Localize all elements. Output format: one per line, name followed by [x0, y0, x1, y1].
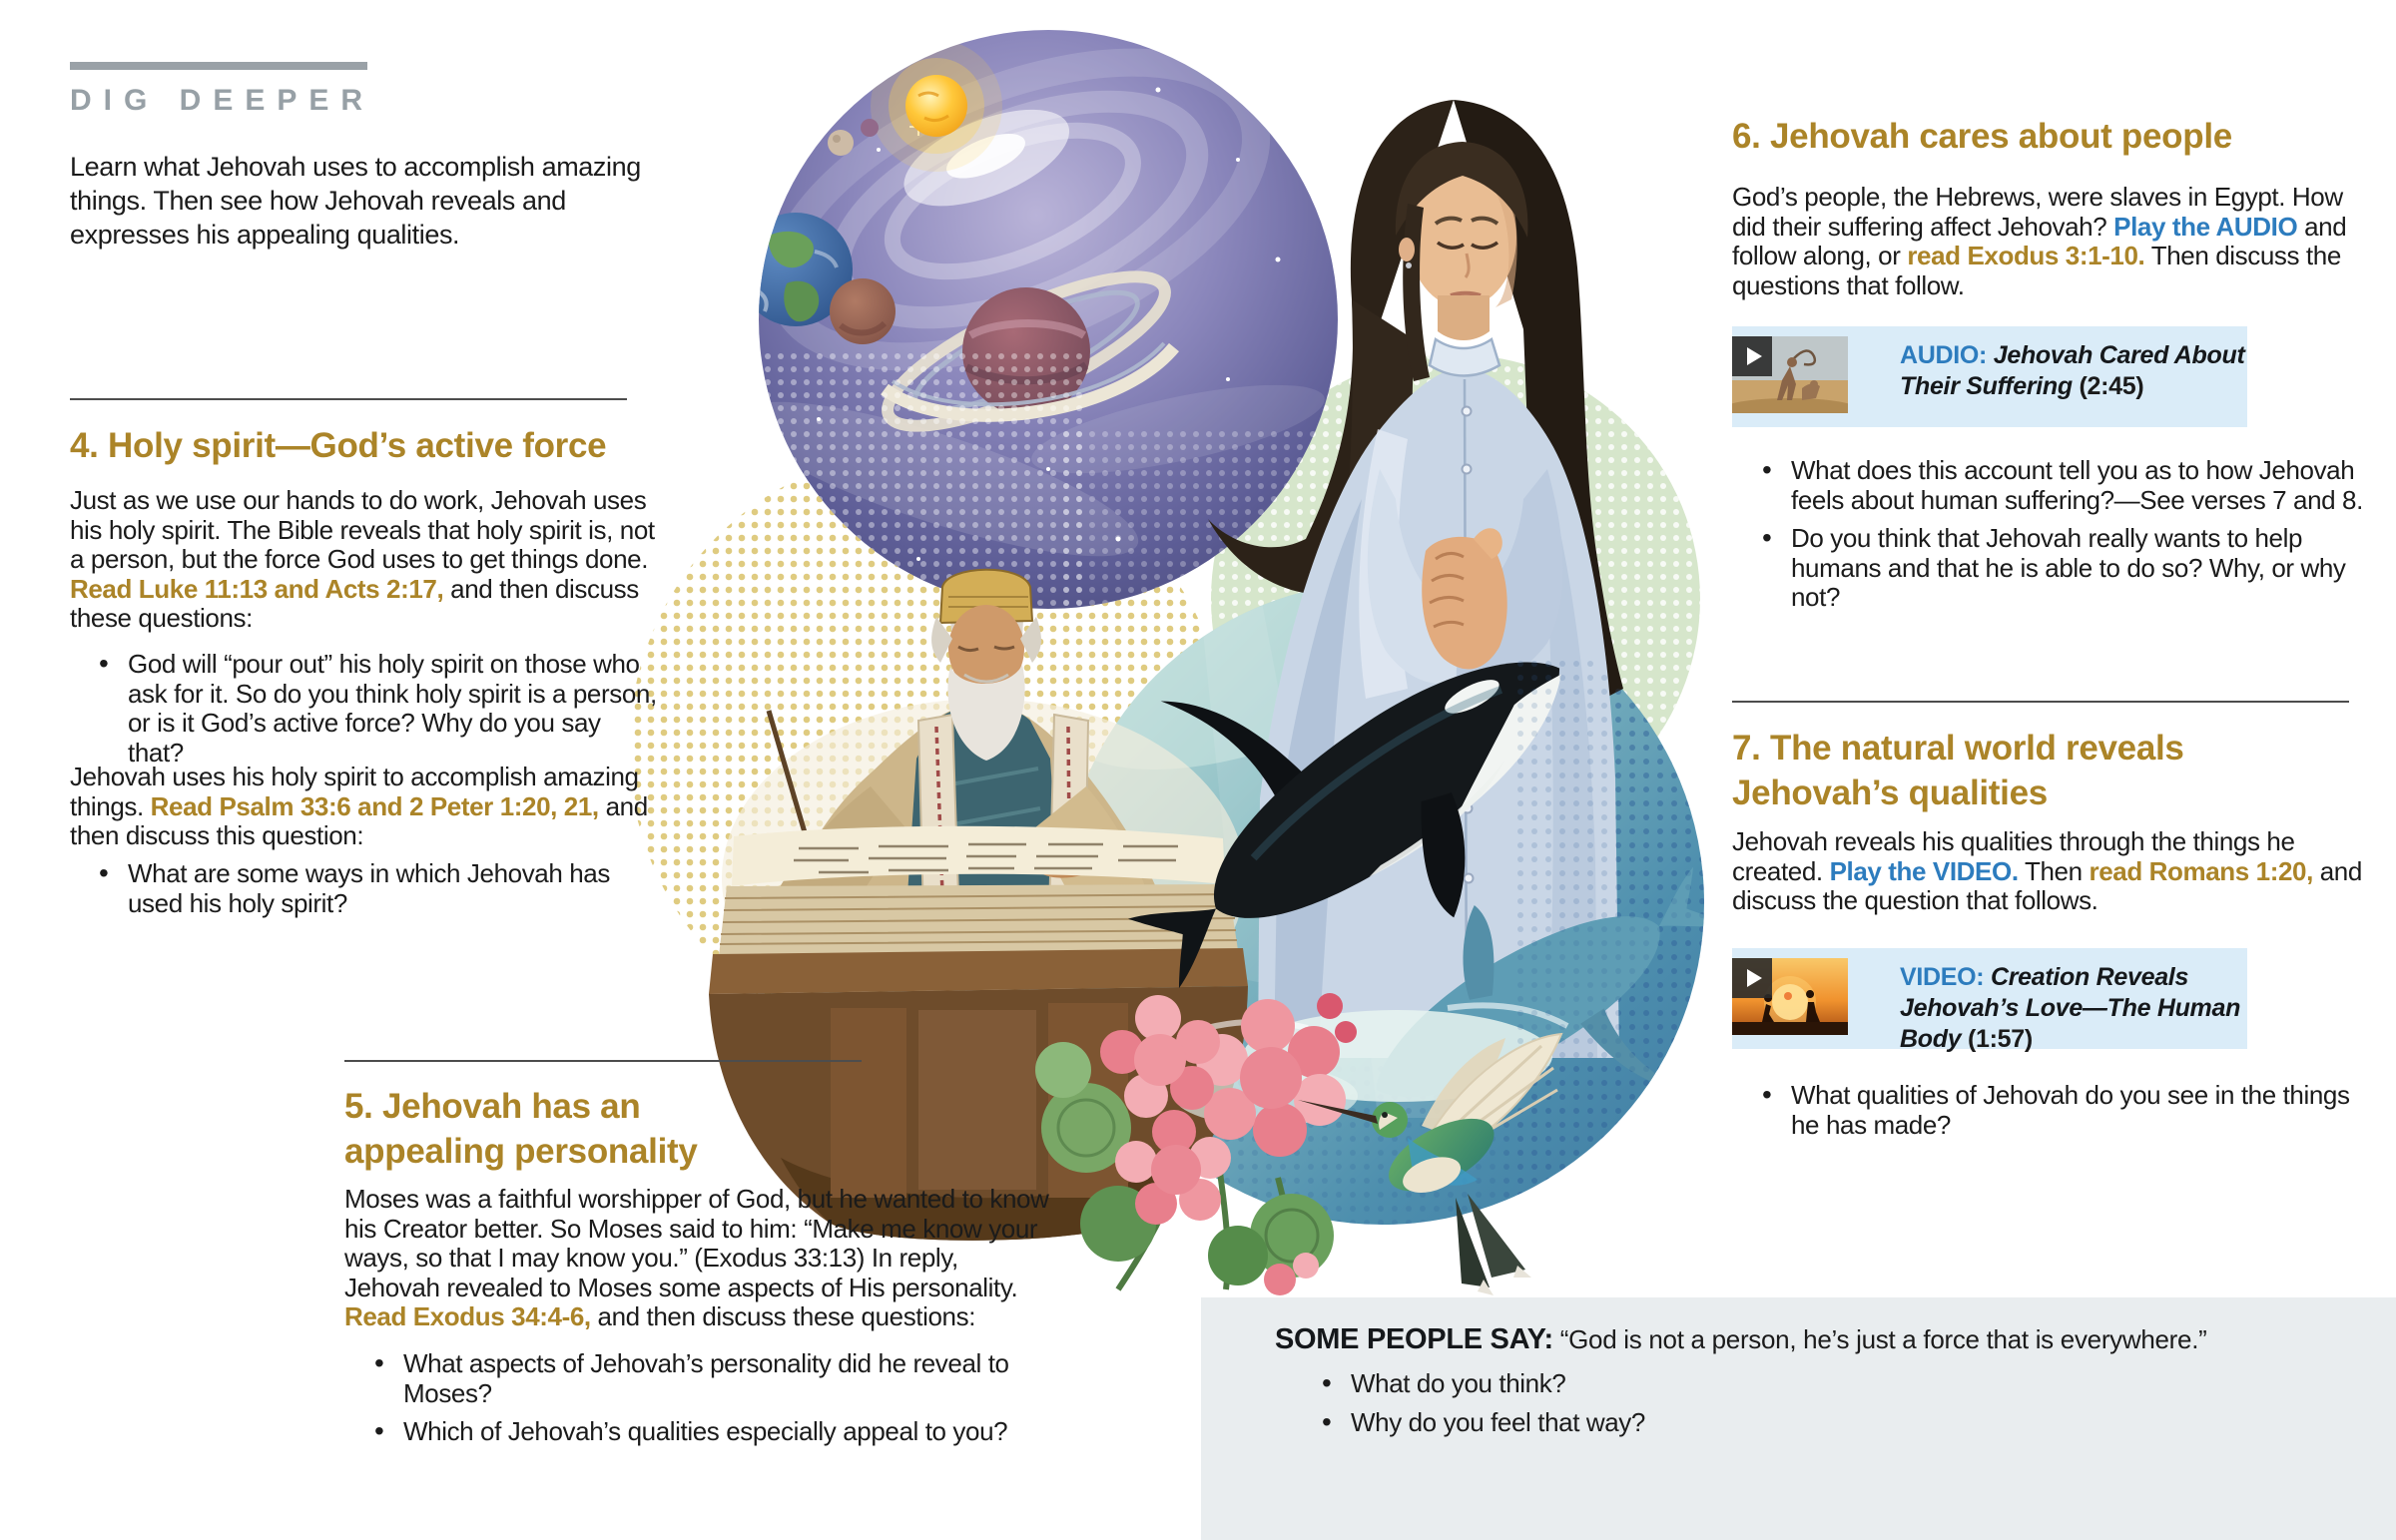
scripture-link-psalm-peter[interactable]: Read Psalm 33:6 and 2 Peter 1:20, 21, — [150, 790, 599, 821]
question-item: • What are some ways in which Jehovah has used his holy spirit? — [96, 859, 660, 918]
section-4-question-list-2 — [96, 859, 660, 918]
section-5-question-list — [371, 1349, 1070, 1447]
section-6-question-list — [1759, 456, 2366, 613]
video-thumbnail[interactable] — [1732, 958, 1848, 1035]
question-item: • What do you think? — [1319, 1369, 2217, 1399]
question-item: • God will “pour out” his holy spirit on those who ask for it. So do you think holy spirit is a person, or is it God’s active force? Why do you say that? — [96, 650, 660, 768]
video-media-box — [1732, 948, 2247, 1053]
play-video-link[interactable]: Play the VIDEO. — [1829, 855, 2019, 886]
section-6-text-2: and follow along, or — [1732, 211, 2347, 270]
question-item: • Which of Jehovah’s qualities especially appeal to you? — [371, 1417, 1070, 1447]
some-people-say-box — [1201, 1297, 2396, 1540]
some-people-say-label: SOME PEOPLE SAY: — [1275, 1323, 1553, 1355]
section-7-divider — [1732, 701, 2349, 703]
section-4-p1-text-2: and then discuss these questions: — [70, 573, 639, 633]
section-5-divider — [344, 1060, 862, 1062]
scripture-link-exodus-34[interactable]: Read Exodus 34:4-6, — [344, 1301, 591, 1331]
section-5-heading-line-2: appealing personality — [344, 1132, 698, 1171]
play-audio-link[interactable]: Play the AUDIO — [2113, 211, 2298, 242]
play-icon[interactable] — [1732, 336, 1772, 376]
section-7-text-1: Jehovah reveals his qualities through the things he created. — [1732, 826, 2295, 886]
sun — [871, 40, 1002, 172]
section-4-p2-text-1: Jehovah uses his holy spirit to accomplish amazing things. — [70, 762, 639, 821]
section-6-heading: 6. Jehovah cares about people — [1732, 117, 2232, 156]
audio-title: Jehovah Cared About Their Suffering — [1900, 341, 2245, 400]
section-4-heading: 4. Holy spirit—God’s active force — [70, 426, 607, 465]
mars — [830, 278, 896, 344]
audio-thumbnail[interactable] — [1732, 336, 1848, 413]
kicker-bar — [70, 62, 367, 70]
video-title: Creation Reveals Jehovah’s Love—The Human Body — [1900, 963, 2241, 1053]
video-label: VIDEO: — [1900, 963, 1985, 991]
section-7-question-list — [1759, 1081, 2366, 1140]
section-5-text-2: and then discuss these questions: — [590, 1301, 976, 1331]
section-6-paragraph — [1732, 183, 2363, 300]
question-item: • Why do you feel that way? — [1319, 1408, 2217, 1438]
section-4-paragraph-1 — [70, 486, 657, 634]
section-7-heading — [1732, 726, 2371, 815]
video-caption — [1900, 948, 2247, 1055]
scripture-link-exodus-3[interactable]: read Exodus 3:1-10. — [1907, 241, 2145, 270]
audio-caption — [1900, 326, 2247, 402]
section-4-paragraph-2 — [70, 763, 657, 851]
video-duration: (1:57) — [1967, 1025, 2033, 1053]
section-7-heading-line-1: 7. The natural world reveals — [1732, 729, 2184, 768]
question-item: • What does this account tell you as to how Jehovah feels about human suffering?—See verses 7 and 8. — [1759, 456, 2366, 515]
intro-text: Learn what Jehovah uses to accomplish amazing things. Then see how Jehovah reveals and expresses his appealing qualities. — [70, 152, 641, 250]
section-7-text-2: Then — [2018, 855, 2090, 886]
section-5-heading-line-1: 5. Jehovah has an — [344, 1087, 641, 1126]
section-5-heading — [344, 1084, 884, 1174]
section-5-paragraph — [344, 1185, 1059, 1332]
audio-label: AUDIO: — [1900, 341, 1988, 369]
section-6-text-1: God’s people, the Hebrews, were slaves in Egypt. How did their suffering affect Jehovah? — [1732, 182, 2343, 242]
some-people-say-quote: “God is not a person, he’s just a force that is everywhere.” — [1552, 1324, 2207, 1354]
scripture-link-romans-1[interactable]: read Romans 1:20, — [2089, 855, 2313, 886]
section-7-paragraph — [1732, 827, 2363, 916]
audio-media-box — [1732, 326, 2247, 427]
section-7-text-3: and discuss the question that follows. — [1732, 855, 2362, 915]
small-planet — [861, 119, 879, 137]
section-6-text-3: Then discuss the questions that follow. — [1732, 241, 2341, 300]
section-4-p2-text-2: and then discuss this question: — [70, 790, 648, 850]
question-item: • Do you think that Jehovah really wants to help humans and that he is able to do so? Why, or why not? — [1759, 524, 2366, 613]
scripture-link-luke-acts[interactable]: Read Luke 11:13 and Acts 2:17, — [70, 573, 444, 604]
audio-duration: (2:45) — [2079, 372, 2144, 400]
some-people-say-line — [1275, 1323, 2333, 1355]
section-4-divider — [70, 398, 627, 400]
section-4-question-list-1 — [96, 650, 660, 768]
moon — [828, 130, 854, 156]
question-item: • What aspects of Jehovah’s personality did he reveal to Moses? — [371, 1349, 1070, 1408]
play-icon[interactable] — [1732, 958, 1772, 998]
section-7-heading-line-2: Jehovah’s qualities — [1732, 773, 2048, 812]
section-4-p1-text-1: Just as we use our hands to do work, Jehovah uses his holy spirit. The Bible reveals that holy spirit is, not a person, but the force God uses to get things done. — [70, 485, 655, 574]
some-people-say-question-list — [1319, 1369, 2217, 1437]
question-item: • What qualities of Jehovah do you see in the things he has made? — [1759, 1081, 2366, 1140]
kicker-label: DIG DEEPER — [70, 84, 375, 117]
section-5-text-1: Moses was a faithful worshipper of God, but he wanted to know his Creator better. So Moses said to him: “Make me know your ways, so that I may know you.” (Exodus 33:13) In reply, Jehovah revealed to Moses some aspects of His personality. — [344, 1184, 1049, 1302]
